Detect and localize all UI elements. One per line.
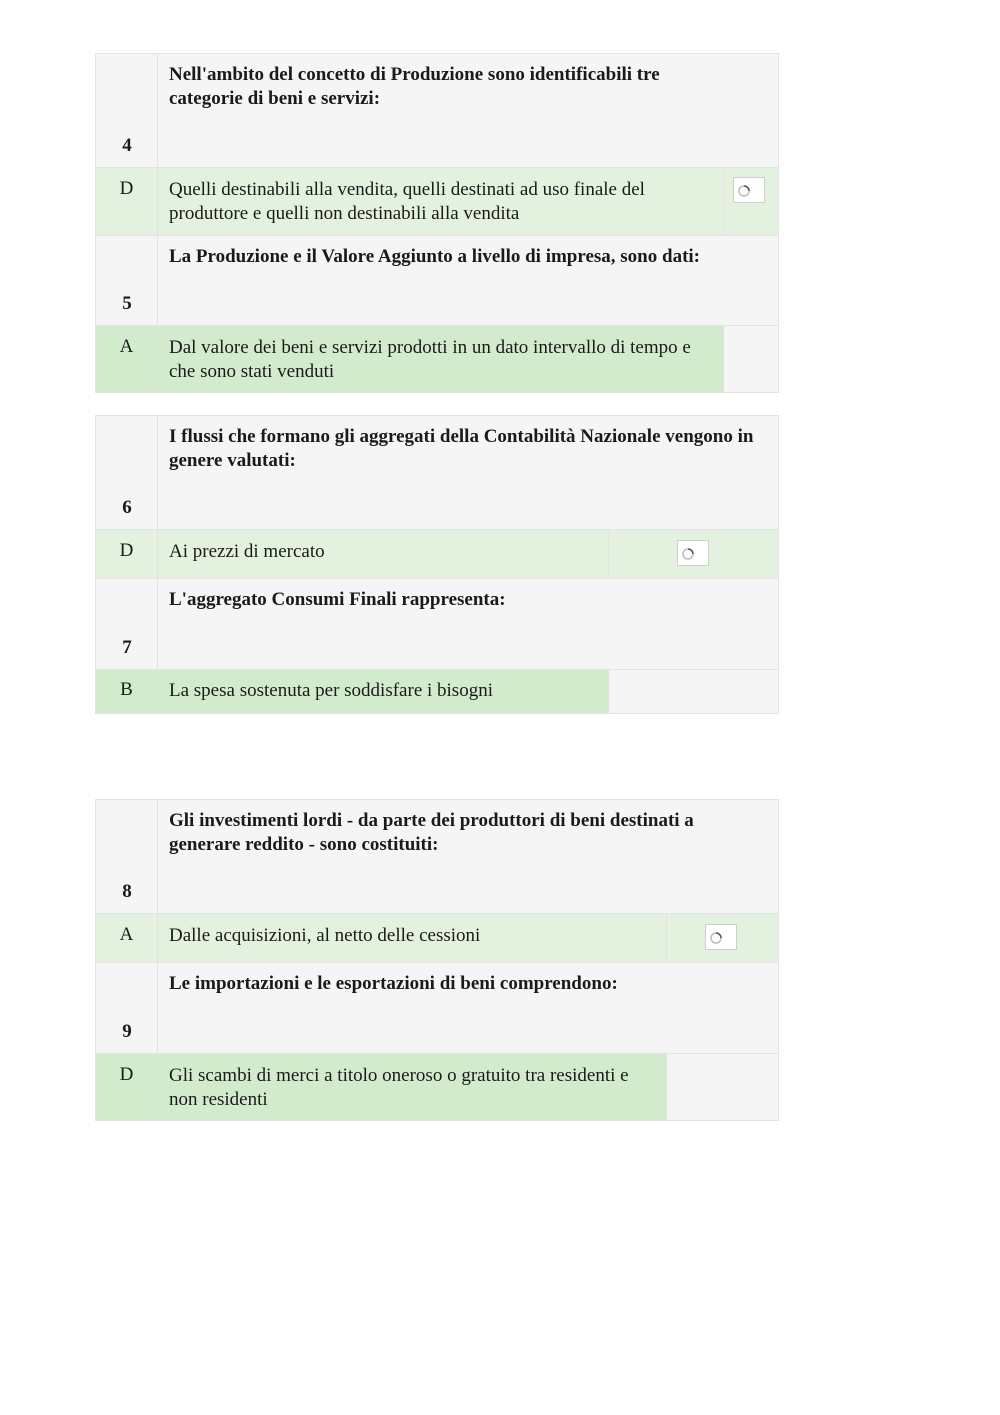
answer-text: Ai prezzi di mercato <box>169 541 325 562</box>
question-text: Nell'ambito del concetto di Produzione sono identificabili tre categorie di beni e servizi: <box>169 64 660 109</box>
question-row <box>96 800 778 914</box>
question-number: 4 <box>122 135 132 156</box>
question-text: Gli investimenti lordi - da parte dei produttori di beni destinati a generare reddito - sono costituiti: <box>169 810 694 855</box>
answer-check-cell <box>608 670 778 713</box>
answer-text: Dal valore dei beni e servizi prodotti in un dato intervallo di tempo e che sono stati venduti <box>169 337 691 382</box>
question-text: Le importazioni e le esportazioni di beni comprendono: <box>169 973 618 994</box>
question-number: 6 <box>122 497 132 518</box>
answer-check-cell <box>608 530 778 578</box>
question-number-cell <box>96 800 158 913</box>
question-row <box>96 579 778 670</box>
loading-spinner-icon <box>737 184 751 198</box>
answer-check-cell <box>666 1054 778 1120</box>
question-text: I flussi che formano gli aggregati della Contabilità Nazionale vengono in genere valutati: <box>169 426 754 471</box>
answer-radio[interactable] <box>733 177 765 203</box>
answer-text: Quelli destinabili alla vendita, quelli destinati ad uso finale del produttore e quelli non destinabili alla vendita <box>169 179 645 224</box>
question-number: 8 <box>122 881 132 902</box>
question-number-cell <box>96 54 158 167</box>
answer-row <box>96 670 778 713</box>
answer-letter: A <box>96 326 158 392</box>
answer-letter: B <box>96 670 158 713</box>
answer-letter: A <box>96 914 158 962</box>
question-text: La Produzione e il Valore Aggiunto a livello di impresa, sono dati: <box>169 246 700 267</box>
question-number-cell <box>96 416 158 529</box>
answer-row <box>96 1054 778 1120</box>
answer-check-cell <box>723 168 778 235</box>
question-row <box>96 416 778 530</box>
question-number-cell <box>96 963 158 1053</box>
loading-spinner-icon <box>709 931 723 945</box>
question-number: 9 <box>122 1021 132 1042</box>
answer-row <box>96 530 778 579</box>
question-row <box>96 54 778 168</box>
quiz-block-3 <box>95 799 779 1121</box>
answer-row <box>96 168 778 236</box>
question-number: 5 <box>122 293 132 314</box>
answer-letter: D <box>96 530 158 578</box>
answer-radio[interactable] <box>677 540 709 566</box>
answer-row <box>96 914 778 963</box>
answer-radio[interactable] <box>705 924 737 950</box>
answer-check-cell <box>666 914 778 962</box>
answer-letter: D <box>96 1054 158 1120</box>
answer-text: Gli scambi di merci a titolo oneroso o gratuito tra residenti e non residenti <box>169 1065 629 1110</box>
answer-text: La spesa sostenuta per soddisfare i bisogni <box>169 680 493 701</box>
quiz-block-1 <box>95 53 779 393</box>
answer-text: Dalle acquisizioni, al netto delle cessioni <box>169 925 481 946</box>
question-number-cell <box>96 579 158 669</box>
answer-row <box>96 326 778 392</box>
loading-spinner-icon <box>681 547 695 561</box>
answer-letter: D <box>96 168 158 235</box>
quiz-block-2 <box>95 415 779 714</box>
question-number: 7 <box>122 637 132 658</box>
answer-check-cell <box>723 326 778 392</box>
question-row <box>96 963 778 1054</box>
question-number-cell <box>96 236 158 325</box>
question-row <box>96 236 778 326</box>
question-text: L'aggregato Consumi Finali rappresenta: <box>169 589 506 610</box>
